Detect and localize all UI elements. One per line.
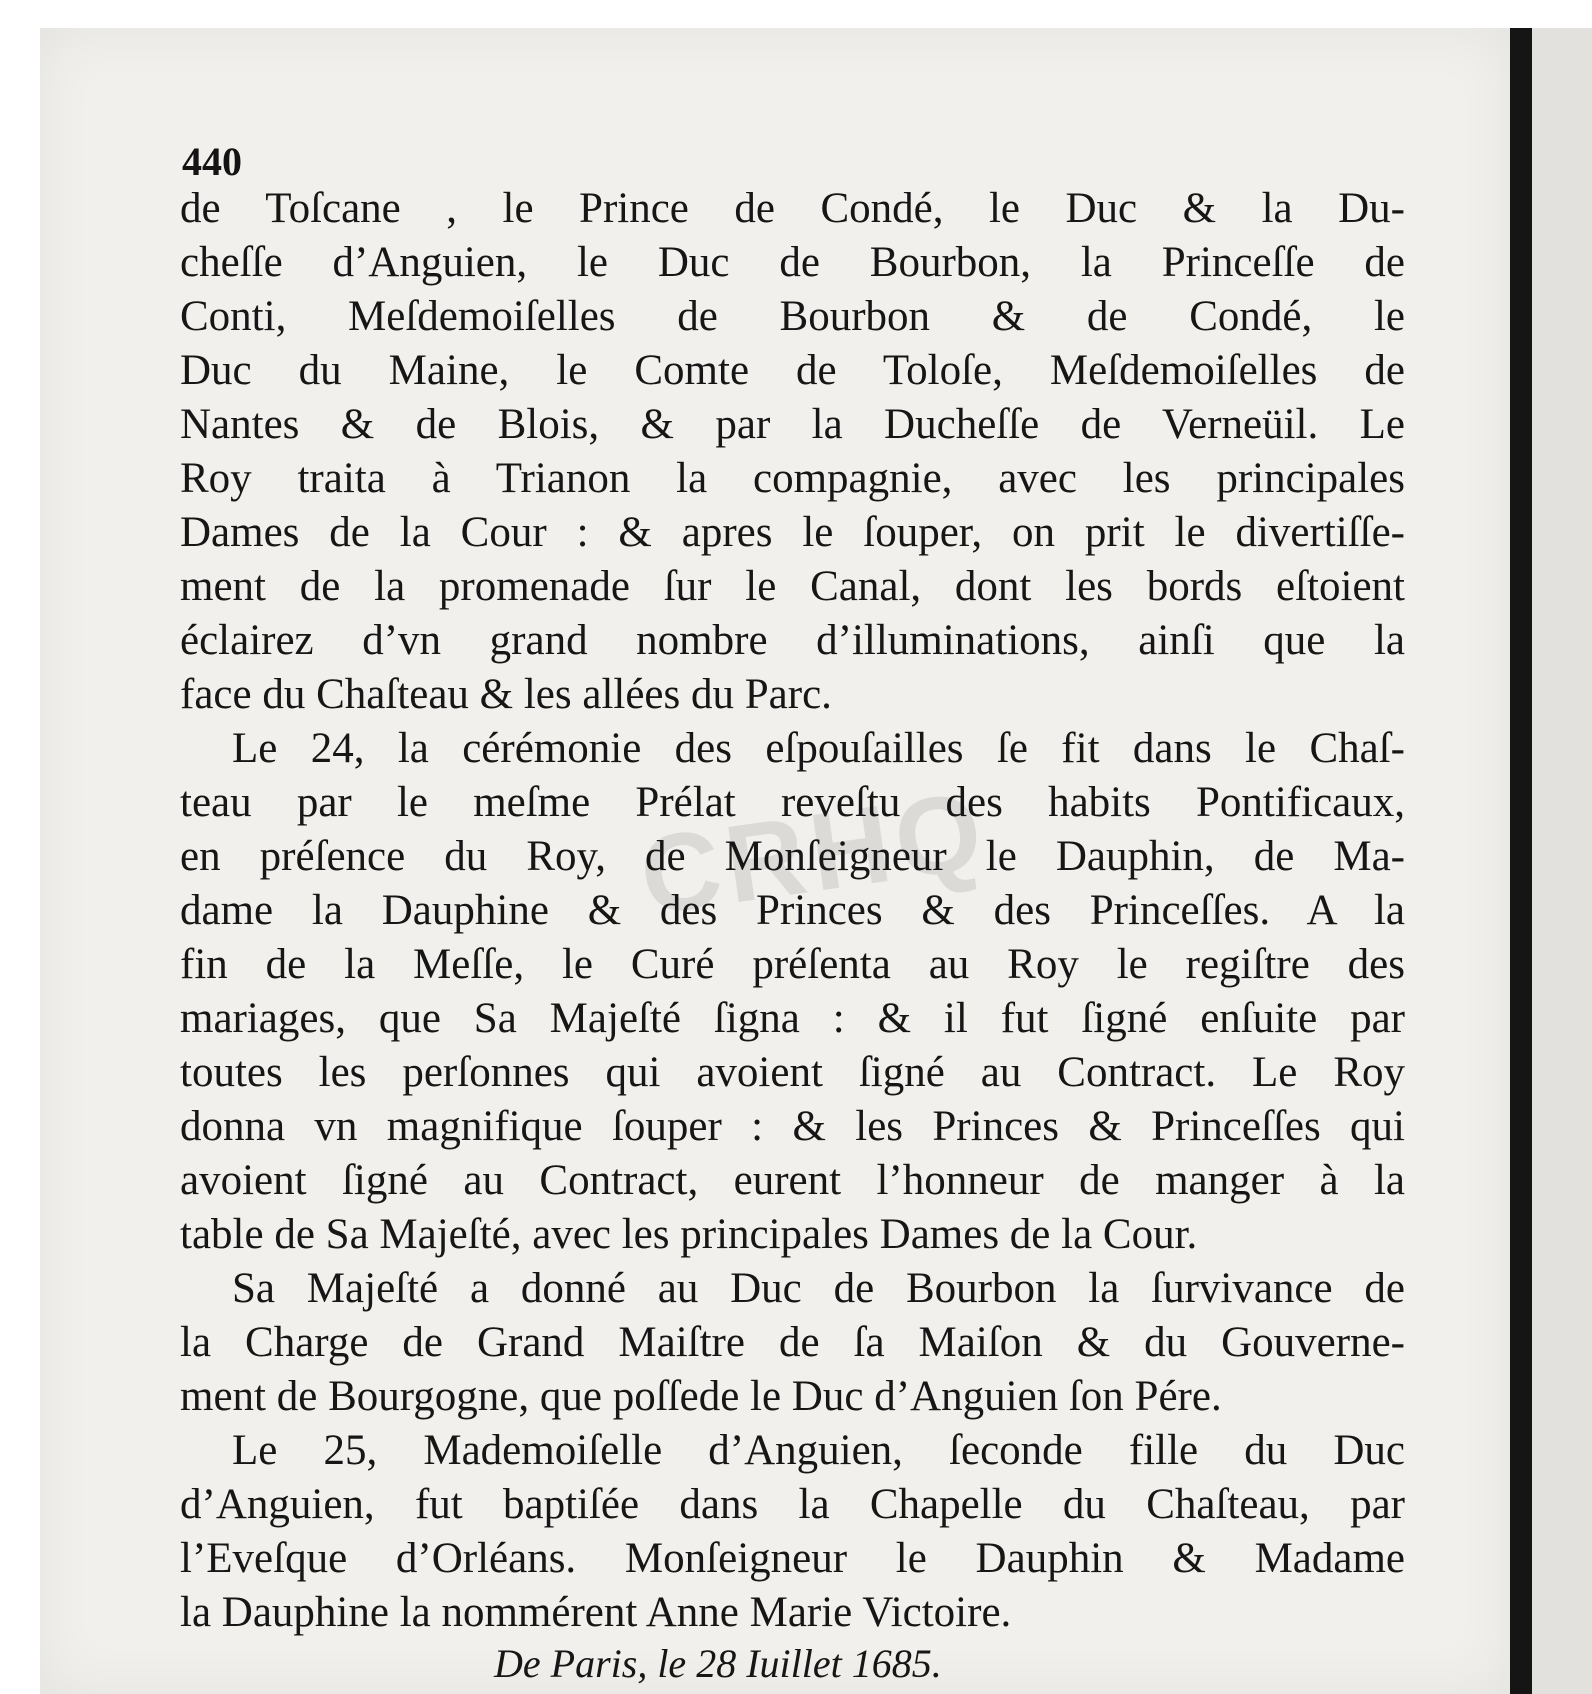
dateline: De Paris, le 28 Iuillet 1685. [494, 1641, 942, 1686]
text-line: de Toſcane , le Prince de Condé, le Duc & la Du- [180, 185, 1405, 232]
text-line: avoient ſigné au Contract, eurent l’honneur de manger à la [180, 1157, 1405, 1204]
text-line: d’Anguien, fut baptiſée dans la Chapelle du Chaſteau, par [180, 1481, 1405, 1528]
text-line: Conti, Meſdemoiſelles de Bourbon & de Condé, le [180, 293, 1405, 340]
text-line: cheſſe d’Anguien, le Duc de Bourbon, la Princeſſe de [180, 239, 1405, 286]
text-line: toutes les perſonnes qui avoient ſigné au Contract. Le Roy [180, 1049, 1405, 1096]
text-line: Roy traita à Trianon la compagnie, avec les principales [180, 455, 1405, 502]
text-line: Sa Majeſté a donné au Duc de Bourbon la ſurvivance de [232, 1265, 1405, 1312]
text-line: mariages, que Sa Majeſté ſigna : & il fut ſigné enſuite par [180, 995, 1405, 1042]
text-line: face du Chaſteau & les allées du Parc. [180, 671, 832, 718]
book-gutter [1510, 28, 1532, 1694]
text-line: dame la Dauphine & des Princes & des Princeſſes. A la [180, 887, 1405, 934]
watermark: CRHQ [633, 768, 995, 939]
text-line: Le 25, Mademoiſelle d’Anguien, ſeconde fille du Duc [232, 1427, 1405, 1474]
text-line: table de Sa Majeſté, avec les principales Dames de la Cour. [180, 1211, 1198, 1258]
text-line: Le 24, la cérémonie des eſpouſailles ſe fit dans le Chaſ- [232, 725, 1405, 772]
text-line: éclairez d’vn grand nombre d’illuminations, ainſi que la [180, 617, 1405, 664]
text-line: Dames de la Cour : & apres le ſouper, on prit le divertiſſe- [180, 509, 1405, 556]
text-line: la Charge de Grand Maiſtre de ſa Maiſon & du Gouverne- [180, 1319, 1405, 1366]
text-line: ment de Bourgogne, que poſſede le Duc d’Anguien ſon Pére. [180, 1373, 1222, 1420]
text-line: en préſence du Roy, de Monſeigneur le Dauphin, de Ma- [180, 833, 1405, 880]
text-line: ment de la promenade ſur le Canal, dont les bords eſtoient [180, 563, 1405, 610]
facing-page-edge [1532, 28, 1592, 1694]
text-line: Duc du Maine, le Comte de Toloſe, Meſdemoiſelles de [180, 347, 1405, 394]
text-line: Nantes & de Blois, & par la Ducheſſe de Verneüil. Le [180, 401, 1405, 448]
text-line: l’Eveſque d’Orléans. Monſeigneur le Dauphin & Madame [180, 1535, 1405, 1582]
text-line: donna vn magnifique ſouper : & les Princes & Princeſſes qui [180, 1103, 1405, 1150]
text-line: la Dauphine la nommérent Anne Marie Victoire. [180, 1589, 1012, 1636]
text-line: fin de la Meſſe, le Curé préſenta au Roy le regiſtre des [180, 941, 1405, 988]
page-number: 440 [182, 139, 242, 184]
body-text [180, 182, 1405, 1640]
text-line: teau par le meſme Prélat reveſtu des habits Pontificaux, [180, 779, 1405, 826]
